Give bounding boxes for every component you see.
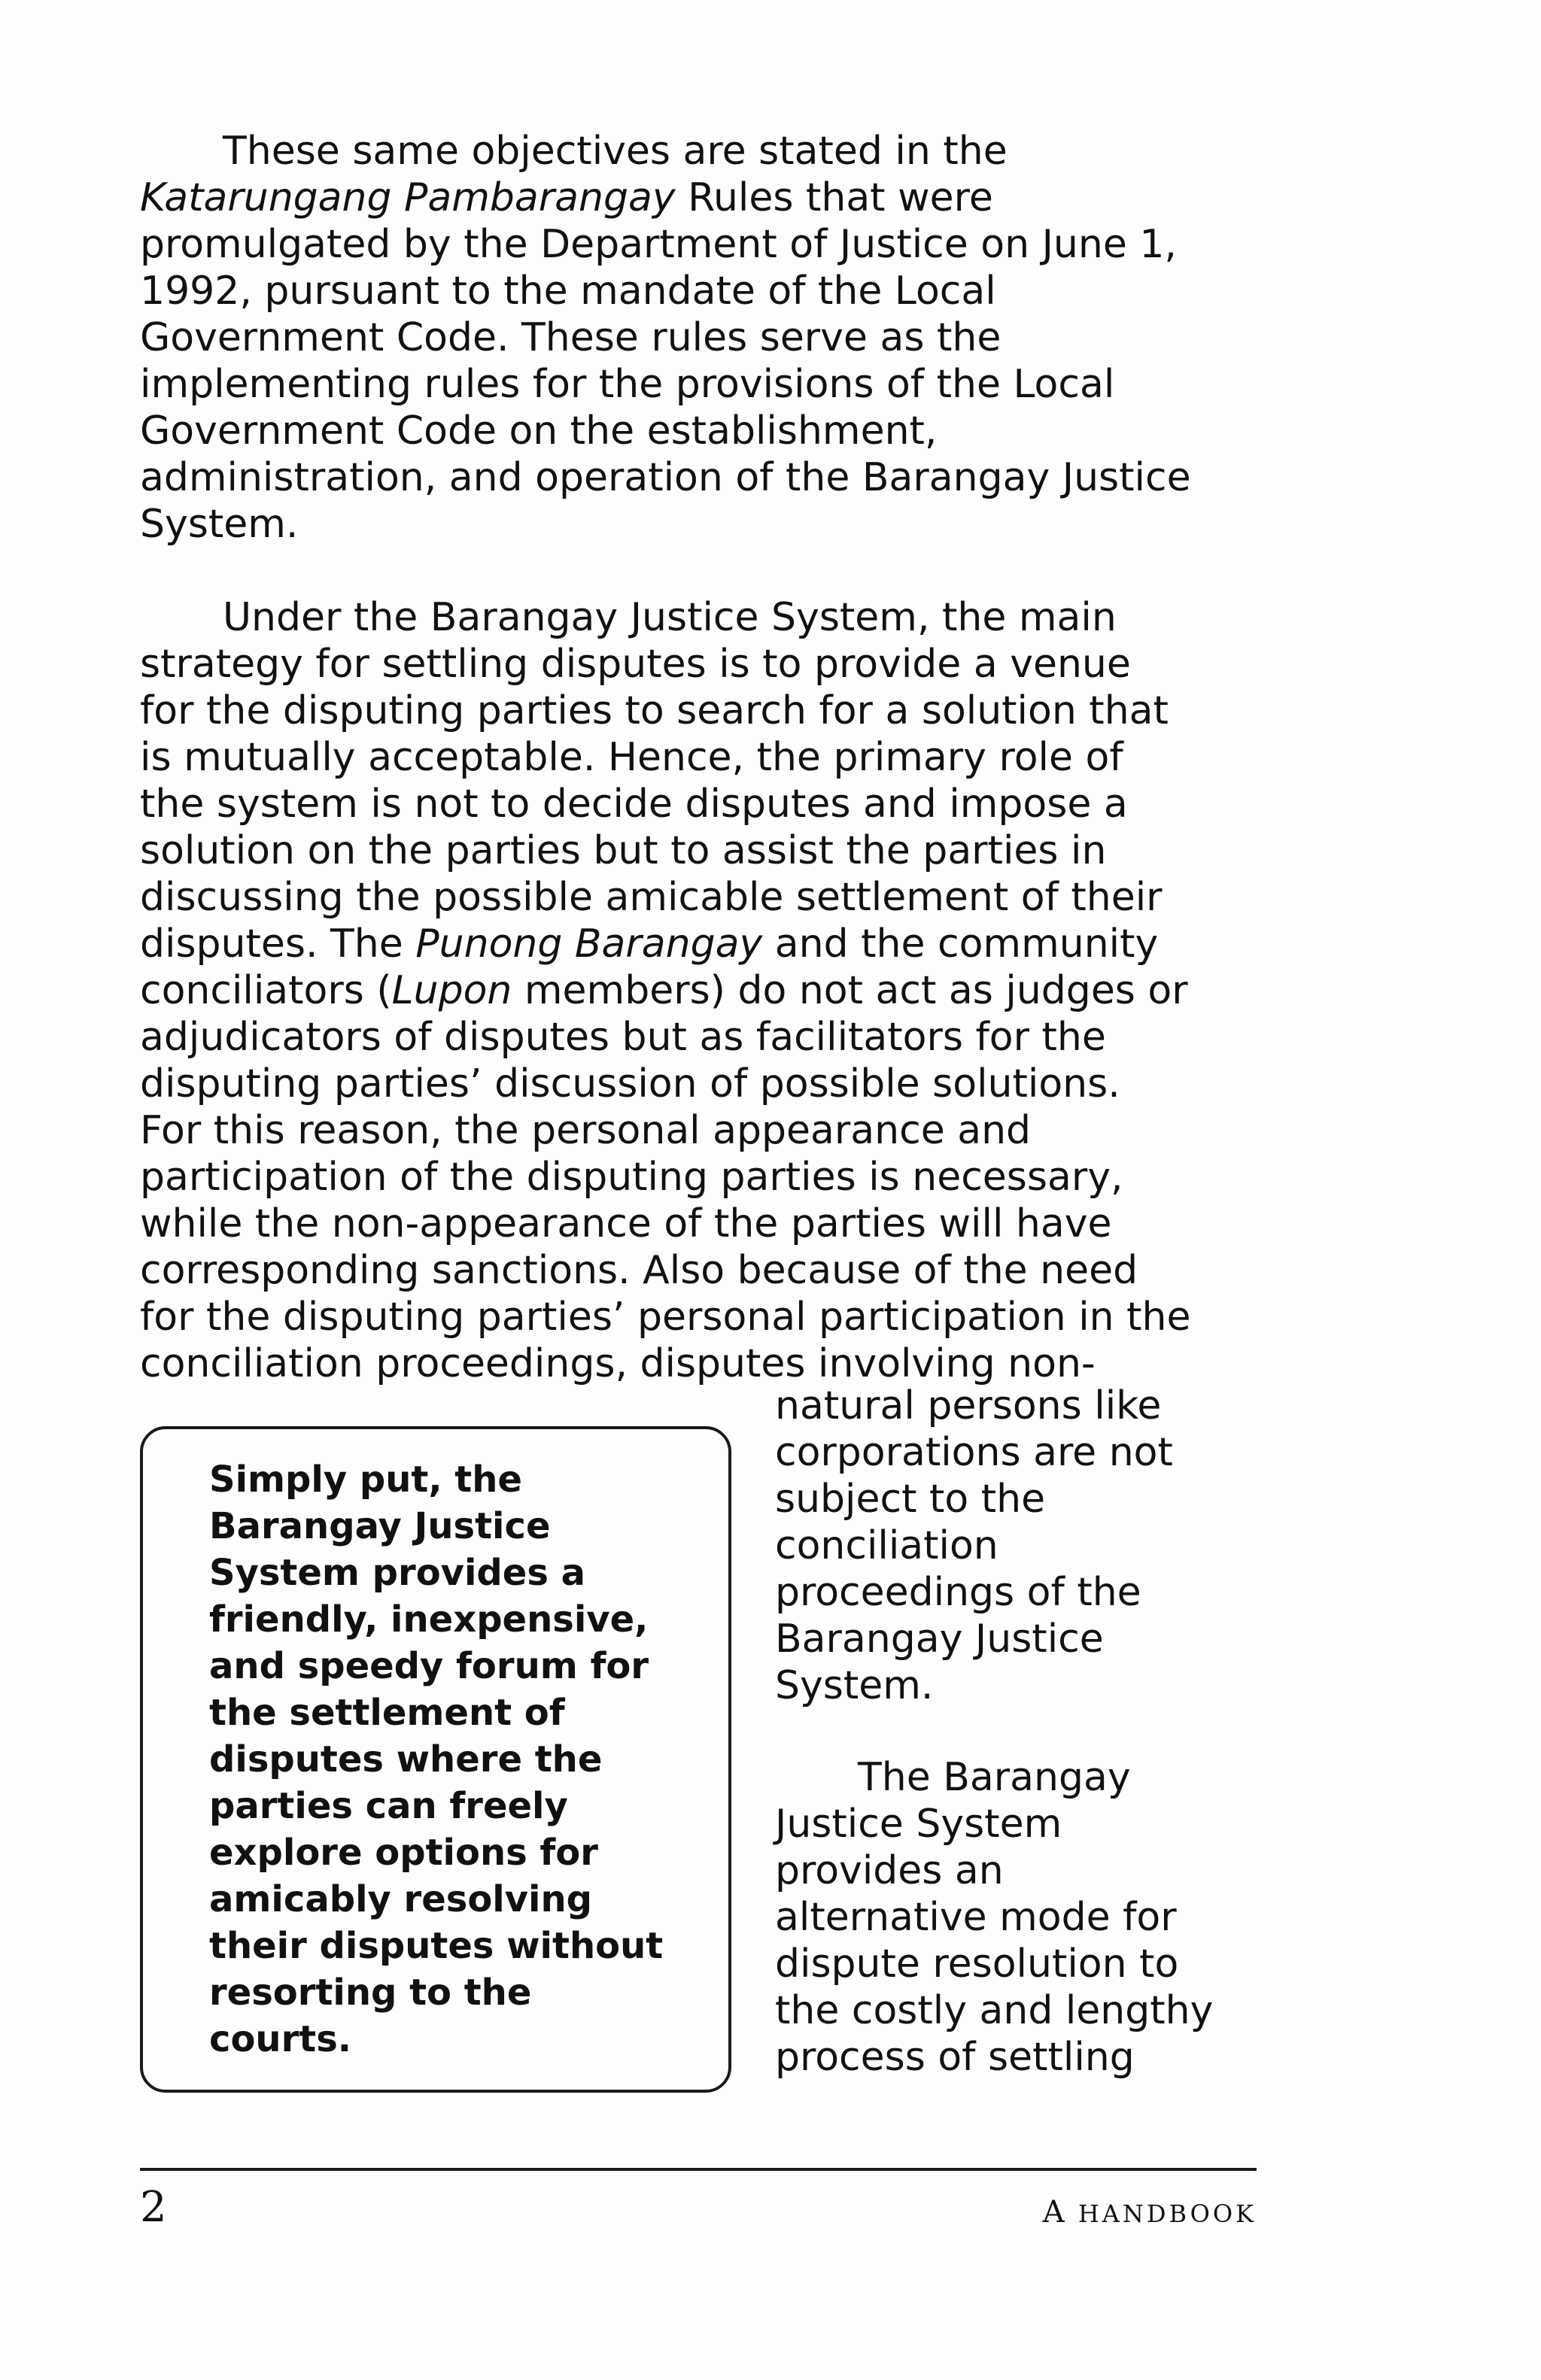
text-line: Under the Barangay Justice System, the main <box>223 595 1117 640</box>
paragraph-2 <box>140 594 1261 1387</box>
text-line: conciliation <box>775 1523 998 1568</box>
text-line <box>140 175 1261 221</box>
text-line: administration, and operation of the Barangay Justice <box>140 455 1191 500</box>
running-title-rest: HANDBOOK <box>1067 2199 1257 2228</box>
text-line: Justice System <box>775 1802 1062 1847</box>
callout-line: courts. <box>209 2018 352 2060</box>
callout-line: their disputes without <box>209 1925 664 1967</box>
text-line: proceedings of the <box>775 1570 1141 1615</box>
italic-term: Katarungang Pambarangay <box>140 175 676 220</box>
callout-line: Simply put, the <box>209 1459 522 1501</box>
callout-line: friendly, inexpensive, <box>209 1598 649 1641</box>
text-line: participation of the disputing parties is necessary, <box>140 1155 1123 1200</box>
text-span: disputes. The <box>140 921 416 967</box>
text-span: conciliators ( <box>140 968 392 1013</box>
text-line: subject to the <box>775 1477 1046 1522</box>
callout-line: System provides a <box>209 1552 585 1594</box>
text-line: natural persons like <box>775 1383 1162 1428</box>
text-line: dispute resolution to <box>775 1941 1179 1987</box>
text-line: System. <box>775 1663 934 1708</box>
text-line: the costly and lengthy <box>775 1988 1214 2033</box>
text-line: Government Code. These rules serve as the <box>140 315 1001 360</box>
text-line: promulgated by the Department of Justice on June 1, <box>140 222 1177 267</box>
text-line: adjudicators of disputes but as facilitators for the <box>140 1015 1106 1060</box>
page-number: 2 <box>140 2183 167 2232</box>
text-span: members) do not act as judges or <box>512 968 1188 1013</box>
text-line: process of settling <box>775 2035 1135 2080</box>
callout-text <box>209 1456 691 2063</box>
text-line: These same objectives are stated in the <box>223 129 1008 174</box>
callout-line: the settlement of <box>209 1692 565 1734</box>
callout-line: Barangay Justice <box>209 1505 551 1547</box>
text-line: implementing rules for the provisions of the Local <box>140 362 1115 407</box>
text-line: System. <box>140 502 299 547</box>
paragraph-2-continuation <box>775 1383 1257 1709</box>
callout-line: amicably resolving <box>209 1878 593 1920</box>
footer-rule <box>140 2168 1257 2171</box>
text-line: while the non-appearance of the parties will have <box>140 1201 1112 1246</box>
callout-line: resorting to the <box>209 1972 532 2014</box>
text-line: for the disputing parties’ personal participation in the <box>140 1295 1191 1340</box>
text-span: Rules that were <box>675 175 993 220</box>
paragraph-3 <box>775 1754 1257 2081</box>
text-line: solution on the parties but to assist the parties in <box>140 828 1107 873</box>
text-line: alternative mode for <box>775 1895 1177 1940</box>
text-line: conciliation proceedings, disputes involving non- <box>140 1341 1096 1386</box>
text-line: disputing parties’ discussion of possible solutions. <box>140 1061 1120 1107</box>
callout-line: and speedy forum for <box>209 1645 649 1687</box>
text-line: The Barangay <box>858 1755 1131 1800</box>
text-line <box>140 921 1261 967</box>
text-line: the system is not to decide disputes and impose a <box>140 782 1128 827</box>
paragraph-1 <box>140 128 1261 548</box>
callout-line: parties can freely <box>209 1785 568 1827</box>
text-line: corresponding sanctions. Also because of the need <box>140 1248 1138 1293</box>
text-span: and the community <box>762 921 1159 967</box>
text-line: For this reason, the personal appearance and <box>140 1108 1032 1153</box>
italic-term: Punong Barangay <box>415 921 763 967</box>
text-line: discussing the possible amicable settlement of their <box>140 875 1163 920</box>
text-line: Barangay Justice <box>775 1617 1104 1662</box>
callout-line: explore options for <box>209 1832 598 1874</box>
text-line: Government Code on the establishment, <box>140 408 938 454</box>
text-line: provides an <box>775 1848 1004 1893</box>
italic-term: Lupon <box>391 968 512 1013</box>
running-title <box>1043 2193 1257 2233</box>
text-line: is mutually acceptable. Hence, the primary role of <box>140 735 1123 780</box>
text-line: corporations are not <box>775 1430 1173 1475</box>
text-line: 1992, pursuant to the mandate of the Local <box>140 269 996 314</box>
callout-line: disputes where the <box>209 1738 603 1780</box>
text-line <box>140 967 1261 1014</box>
running-title-initial: A <box>1042 2195 1068 2230</box>
callout-box <box>140 1426 731 2093</box>
text-line: for the disputing parties to search for a solution that <box>140 688 1169 733</box>
text-line: strategy for settling disputes is to provide a venue <box>140 642 1131 687</box>
